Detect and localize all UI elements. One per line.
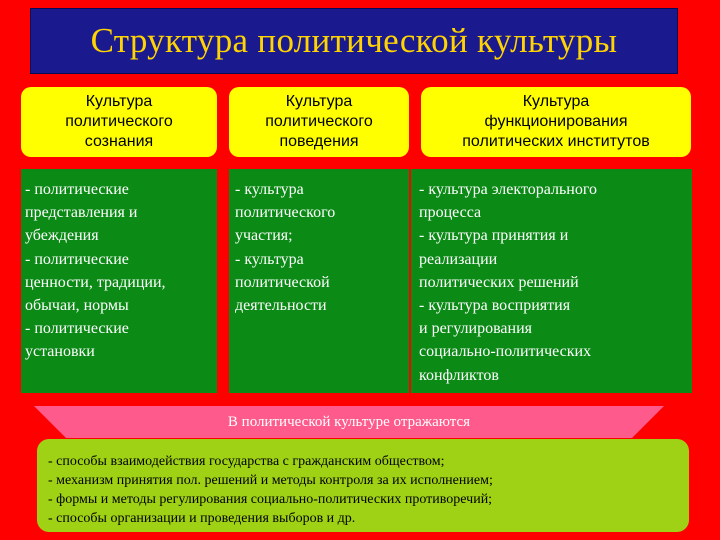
reflection-label: В политической культуре отражаются <box>227 413 471 430</box>
column-body-behavior: - культура политического участия; - культура политической деятельности <box>229 169 409 393</box>
column-header-institutions: Культура функционирования политических институтов <box>421 87 691 157</box>
title-banner <box>30 8 678 74</box>
column-body-consciousness: - политические представления и убеждения - политические ценности, традиции, обычаи, нормы - политические установки <box>21 169 217 393</box>
column-body-institutions: - культура электорального процесса - культура принятия и реализации политических решений - культура восприятия и регулирования социально-политических конфликтов <box>411 169 692 393</box>
column-header-behavior: Культура политического поведения <box>229 87 409 157</box>
column-header-consciousness: Культура политического сознания <box>21 87 217 157</box>
reflection-list: - способы взаимодействия государства с гражданским обществом; - механизм принятия пол. решений и методы контроля за их исполнением; - формы и методы регулирования социально-политических противоречий; - способы организации и проведения выборов и др. <box>37 439 689 532</box>
reflection-banner <box>34 406 664 438</box>
page-title: Структура политической культуры <box>90 21 618 60</box>
